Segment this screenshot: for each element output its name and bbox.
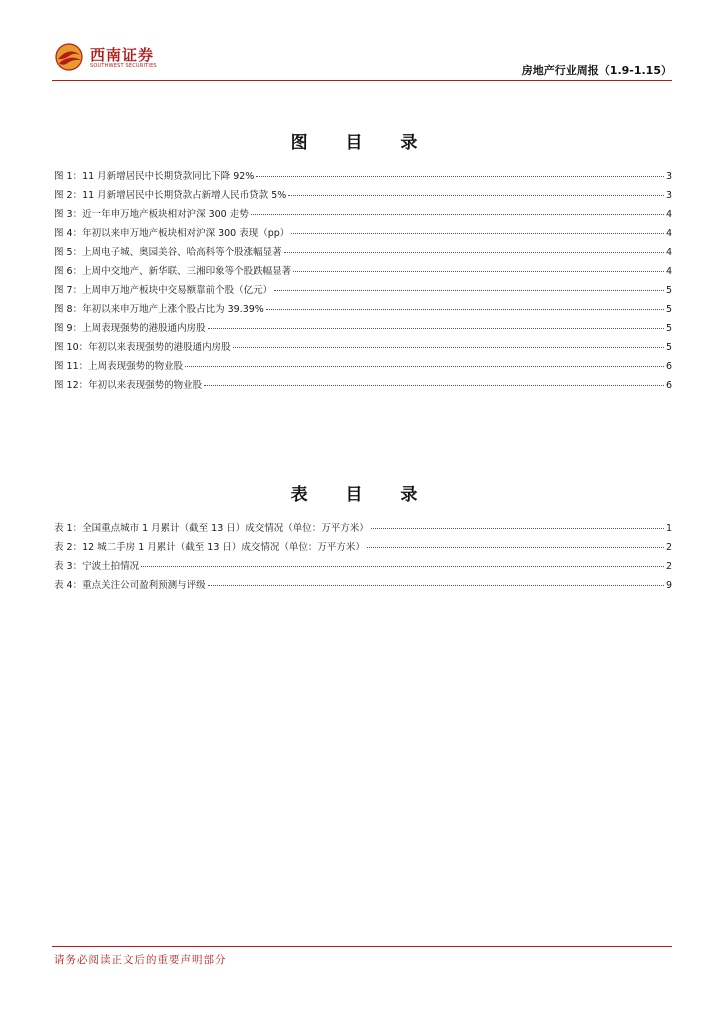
toc-dot-leader [185, 366, 664, 367]
toc-dot-leader [284, 252, 664, 253]
toc-dot-leader [266, 309, 664, 310]
toc-entry-page: 6 [665, 380, 672, 391]
toc-entry-page: 2 [665, 561, 672, 572]
toc-entry-label: 图 1：11 月新增居民中长期贷款同比下降 92% [54, 171, 255, 182]
toc-entry[interactable] [54, 301, 672, 320]
toc-entry[interactable] [54, 539, 672, 558]
toc-dot-leader [291, 233, 664, 234]
toc-entry[interactable] [54, 263, 672, 282]
toc-dot-leader [233, 347, 664, 348]
toc-entry-label: 表 1：全国重点城市 1 月累计（截至 13 日）成交情况（单位：万平方米） [54, 523, 369, 534]
logo-text-en: SOUTHWEST SECURITIES [90, 63, 157, 69]
toc-entry-label: 表 2：12 城二手房 1 月累计（截至 13 日）成交情况（单位：万平方米） [54, 542, 365, 553]
logo-emblem-icon [54, 42, 84, 72]
toc-entry-page: 2 [665, 542, 672, 553]
toc-entry-label: 图 2：11 月新增居民中长期贷款占新增人民币贷款 5% [54, 190, 287, 201]
toc-entry[interactable] [54, 339, 672, 358]
footer-divider [52, 946, 672, 947]
logo-text-cn: 西南证券 [90, 46, 155, 64]
toc-dot-leader [204, 385, 664, 386]
toc-entry-page: 3 [665, 171, 672, 182]
toc-entry[interactable] [54, 320, 672, 339]
toc-dot-leader [274, 290, 664, 291]
toc-entry-label: 图 7：上周申万地产板块中交易额靠前个股（亿元） [54, 285, 273, 296]
toc-entry[interactable] [54, 206, 672, 225]
toc-entry[interactable] [54, 244, 672, 263]
toc-entry-page: 4 [665, 209, 672, 220]
header-divider [52, 80, 672, 81]
toc-entry-label: 表 3：宁波土拍情况 [54, 561, 140, 572]
toc-dot-leader [371, 528, 664, 529]
toc-entry[interactable] [54, 225, 672, 244]
toc-entry-label: 图 6：上周中交地产、新华联、三湘印象等个股跌幅显著 [54, 266, 292, 277]
tables-toc-title: 表 目 录 [290, 485, 434, 505]
toc-entry-page: 5 [665, 285, 672, 296]
toc-entry[interactable] [54, 520, 672, 539]
toc-entry-label: 图 11：上周表现强势的物业股 [54, 361, 184, 372]
figures-toc-list [54, 168, 672, 396]
toc-entry-page: 4 [665, 247, 672, 258]
toc-entry-label: 表 4：重点关注公司盈利预测与评级 [54, 580, 206, 591]
toc-entry-page: 3 [665, 190, 672, 201]
toc-entry-page: 5 [665, 304, 672, 315]
company-logo [54, 42, 194, 76]
toc-entry-label: 图 5：上周电子城、奥园美谷、哈高科等个股涨幅显著 [54, 247, 282, 258]
toc-entry-label: 图 3：近一年申万地产板块相对沪深 300 走势 [54, 209, 249, 220]
toc-dot-leader [256, 176, 664, 177]
toc-dot-leader [141, 566, 664, 567]
toc-entry-label: 图 10：年初以来表现强势的港股通内房股 [54, 342, 231, 353]
toc-entry-page: 6 [665, 361, 672, 372]
footer-disclaimer: 请务必阅读正文后的重要声明部分 [54, 954, 227, 966]
toc-entry[interactable] [54, 577, 672, 596]
tables-toc-list [54, 520, 672, 596]
toc-entry-page: 1 [665, 523, 672, 534]
toc-entry-page: 5 [665, 323, 672, 334]
toc-dot-leader [367, 547, 664, 548]
toc-entry[interactable] [54, 358, 672, 377]
toc-entry-page: 4 [665, 266, 672, 277]
figures-toc-title: 图 目 录 [290, 133, 434, 153]
toc-dot-leader [251, 214, 664, 215]
toc-entry[interactable] [54, 282, 672, 301]
toc-entry[interactable] [54, 377, 672, 396]
toc-entry-label: 图 8：年初以来申万地产上涨个股占比为 39.39% [54, 304, 264, 315]
toc-dot-leader [208, 585, 664, 586]
toc-dot-leader [293, 271, 664, 272]
page-header [0, 0, 724, 84]
toc-entry[interactable] [54, 187, 672, 206]
toc-entry-label: 图 9：上周表现强势的港股通内房股 [54, 323, 206, 334]
toc-entry-label: 图 12：年初以来表现强势的物业股 [54, 380, 203, 391]
toc-entry-page: 9 [665, 580, 672, 591]
toc-dot-leader [288, 195, 664, 196]
toc-entry-page: 5 [665, 342, 672, 353]
toc-entry-page: 4 [665, 228, 672, 239]
toc-entry[interactable] [54, 168, 672, 187]
report-title: 房地产行业周报（1.9-1.15） [521, 64, 672, 77]
toc-dot-leader [208, 328, 664, 329]
toc-entry-label: 图 4：年初以来申万地产板块相对沪深 300 表现（pp） [54, 228, 290, 239]
toc-entry[interactable] [54, 558, 672, 577]
